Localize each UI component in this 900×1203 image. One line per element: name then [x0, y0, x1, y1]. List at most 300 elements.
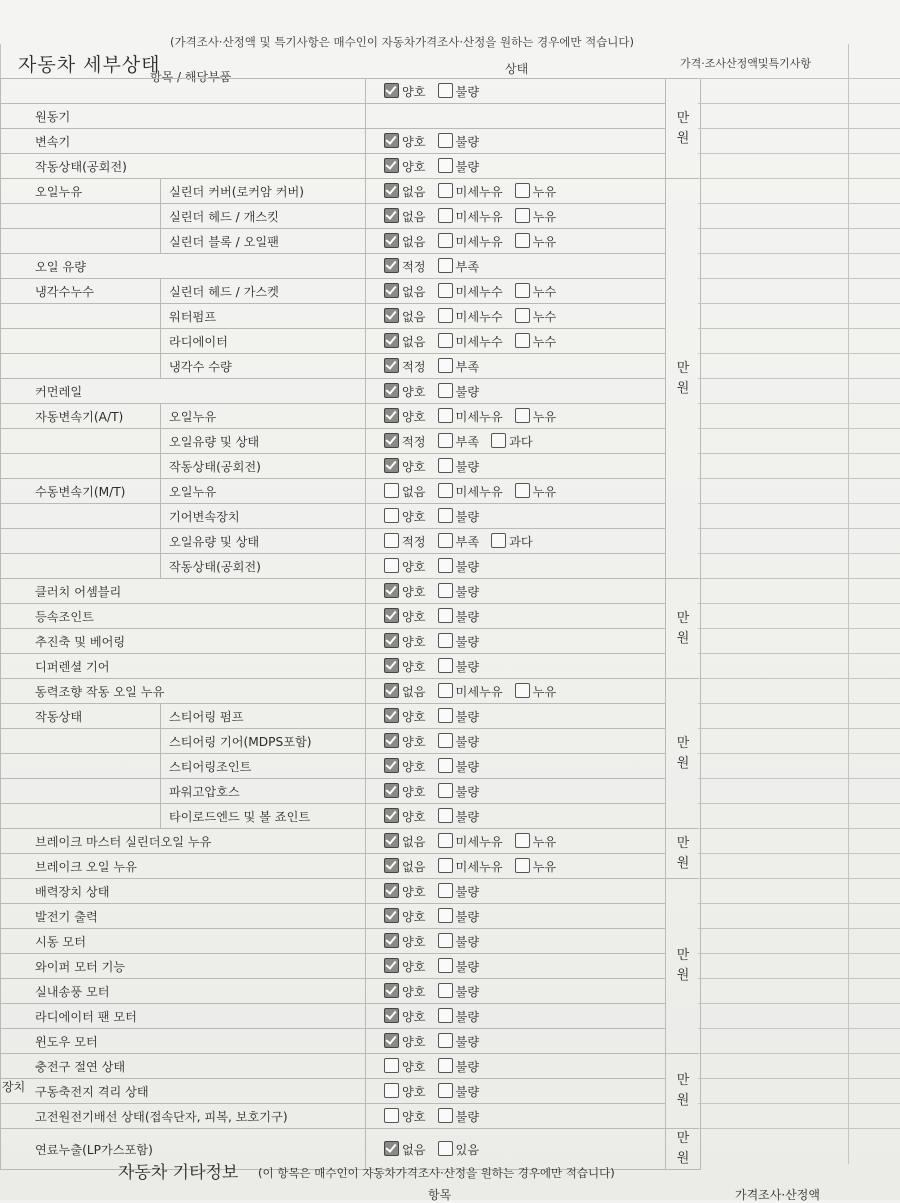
checkbox[interactable] [438, 333, 453, 348]
checkbox[interactable] [438, 783, 453, 798]
notes-line[interactable] [698, 128, 900, 129]
status-options [366, 954, 666, 979]
status-option[interactable] [438, 633, 480, 650]
checked-checkbox[interactable] [384, 358, 399, 373]
checkbox[interactable] [515, 833, 530, 848]
option-label: 양호 [402, 1084, 426, 1099]
status-option[interactable] [438, 883, 480, 900]
row-item-label: 실린더 커버(로커암 커버) [161, 179, 366, 204]
status-option[interactable] [438, 808, 480, 825]
checkbox[interactable] [438, 458, 453, 473]
checked-checkbox[interactable] [384, 733, 399, 748]
checkbox[interactable] [438, 83, 453, 98]
status-option[interactable] [384, 833, 426, 850]
checked-checkbox[interactable] [384, 1141, 399, 1156]
table-row [1, 754, 701, 779]
notes-line[interactable] [698, 203, 900, 204]
status-option[interactable] [438, 483, 503, 500]
status-option[interactable] [438, 583, 480, 600]
status-option[interactable] [384, 683, 426, 700]
status-option[interactable] [438, 608, 480, 625]
notes-line[interactable] [698, 1078, 900, 1079]
status-option[interactable] [384, 408, 426, 425]
option-label: 없음 [402, 334, 426, 349]
status-option[interactable] [438, 208, 503, 225]
checkbox[interactable] [515, 183, 530, 198]
notes-line[interactable] [698, 503, 900, 504]
status-option[interactable] [384, 808, 426, 825]
notes-line[interactable] [698, 728, 900, 729]
checked-checkbox[interactable] [384, 183, 399, 198]
status-option[interactable] [384, 433, 426, 450]
checkbox[interactable] [438, 158, 453, 173]
checked-checkbox[interactable] [384, 333, 399, 348]
status-option[interactable] [384, 1008, 426, 1025]
status-option[interactable] [438, 1008, 480, 1025]
checkbox[interactable] [438, 983, 453, 998]
row-group-label: 수동변속기(M/T) [1, 479, 161, 504]
notes-line[interactable] [698, 353, 900, 354]
option-label: 미세누유 [455, 834, 503, 849]
unit-char: 원 [676, 755, 690, 771]
table-row [1, 154, 701, 179]
footer-item-header: 항목 [428, 1188, 452, 1202]
checkbox[interactable] [438, 483, 453, 498]
checkbox[interactable] [438, 358, 453, 373]
checkbox[interactable] [438, 208, 453, 223]
checkbox[interactable] [438, 308, 453, 323]
row-group-label: 충전구 절연 상태 [1, 1054, 366, 1079]
status-option[interactable] [438, 683, 503, 700]
status-option[interactable] [438, 358, 480, 375]
checked-checkbox[interactable] [384, 1033, 399, 1048]
notes-line[interactable] [698, 778, 900, 779]
notes-line[interactable] [698, 1103, 900, 1104]
checkbox[interactable] [438, 683, 453, 698]
status-option[interactable] [384, 758, 426, 775]
option-label: 누수 [532, 334, 557, 349]
status-option[interactable] [438, 433, 480, 450]
status-option[interactable] [438, 658, 480, 675]
status-option[interactable] [515, 683, 557, 700]
status-option[interactable] [384, 933, 426, 950]
status-option[interactable] [438, 458, 480, 475]
unit-man-won [666, 1129, 701, 1170]
option-label: 양호 [402, 909, 426, 924]
checkbox[interactable] [438, 508, 453, 523]
notes-line[interactable] [698, 303, 900, 304]
checkbox[interactable] [438, 608, 453, 623]
checkbox[interactable] [515, 858, 530, 873]
status-option[interactable] [438, 733, 480, 750]
option-label: 불량 [455, 959, 480, 974]
status-option[interactable] [438, 783, 480, 800]
option-label: 부족 [455, 259, 480, 274]
checkbox[interactable] [384, 508, 399, 523]
checked-checkbox[interactable] [384, 883, 399, 898]
status-option[interactable] [384, 658, 426, 675]
row-group-label: 브레이크 마스터 실린더오일 누유 [1, 829, 366, 854]
notes-line[interactable] [698, 178, 900, 179]
status-option[interactable] [384, 308, 426, 325]
checked-checkbox[interactable] [384, 133, 399, 148]
status-options [366, 704, 666, 729]
checkbox[interactable] [438, 258, 453, 273]
option-label: 불량 [455, 1034, 480, 1049]
checkbox[interactable] [438, 283, 453, 298]
table-row [1, 404, 701, 429]
status-option[interactable] [384, 633, 426, 650]
checkbox[interactable] [438, 583, 453, 598]
option-label: 불량 [455, 1109, 480, 1124]
checked-checkbox[interactable] [384, 408, 399, 423]
checked-checkbox[interactable] [384, 158, 399, 173]
notes-line[interactable] [698, 1053, 900, 1054]
notes-line[interactable] [698, 853, 900, 854]
notes-line[interactable] [698, 803, 900, 804]
notes-line[interactable] [698, 528, 900, 529]
option-label: 양호 [402, 1009, 426, 1024]
notes-line[interactable] [698, 478, 900, 479]
notes-line[interactable] [698, 978, 900, 979]
notes-line[interactable] [698, 1003, 900, 1004]
unit-man-won [666, 579, 701, 679]
row-item-label: 오일유량 및 상태 [161, 429, 366, 454]
checkbox[interactable] [384, 558, 399, 573]
checked-checkbox[interactable] [384, 958, 399, 973]
status-option[interactable] [384, 1058, 426, 1075]
status-option[interactable] [515, 233, 557, 250]
checked-checkbox[interactable] [384, 833, 399, 848]
checkbox[interactable] [515, 208, 530, 223]
notes-line[interactable] [698, 153, 900, 154]
status-option[interactable] [438, 1058, 480, 1075]
status-option[interactable] [384, 83, 426, 100]
notes-line[interactable] [698, 703, 900, 704]
checked-checkbox[interactable] [384, 633, 399, 648]
status-option[interactable] [384, 883, 426, 900]
status-option[interactable] [438, 908, 480, 925]
checkbox[interactable] [438, 758, 453, 773]
notes-line[interactable] [698, 228, 900, 229]
status-option[interactable] [438, 558, 480, 575]
checkbox[interactable] [438, 133, 453, 148]
option-label: 미세누수 [455, 284, 503, 299]
option-label: 누유 [532, 484, 557, 499]
checked-checkbox[interactable] [384, 83, 399, 98]
status-option[interactable] [384, 858, 426, 875]
checkbox[interactable] [438, 908, 453, 923]
row-group-label [1, 504, 161, 529]
option-label: 누유 [532, 209, 557, 224]
checkbox[interactable] [438, 933, 453, 948]
checked-checkbox[interactable] [384, 583, 399, 598]
checkbox[interactable] [438, 1108, 453, 1123]
notes-line[interactable] [698, 428, 900, 429]
checked-checkbox[interactable] [384, 608, 399, 623]
checked-checkbox[interactable] [384, 808, 399, 823]
checked-checkbox[interactable] [384, 783, 399, 798]
row-group-label: 실내송풍 모터 [1, 979, 366, 1004]
table-row [1, 704, 701, 729]
status-option[interactable] [438, 333, 503, 350]
status-option[interactable] [438, 1108, 480, 1125]
checkbox[interactable] [438, 408, 453, 423]
checked-checkbox[interactable] [384, 658, 399, 673]
notes-line[interactable] [698, 453, 900, 454]
option-label: 불량 [455, 634, 480, 649]
table-row [1, 129, 701, 154]
status-options [366, 979, 666, 1004]
notes-line[interactable] [698, 553, 900, 554]
status-option[interactable] [384, 283, 426, 300]
row-group-label: 와이퍼 모터 기능 [1, 954, 366, 979]
checkbox[interactable] [438, 958, 453, 973]
notes-line[interactable] [698, 928, 900, 929]
checked-checkbox[interactable] [384, 683, 399, 698]
checked-checkbox[interactable] [384, 708, 399, 723]
status-option[interactable] [384, 583, 426, 600]
checked-checkbox[interactable] [384, 933, 399, 948]
notes-line[interactable] [698, 578, 900, 579]
status-option[interactable] [384, 533, 426, 550]
checked-checkbox[interactable] [384, 908, 399, 923]
checkbox[interactable] [438, 533, 453, 548]
checked-checkbox[interactable] [384, 258, 399, 273]
notes-line[interactable] [698, 828, 900, 829]
notes-line[interactable] [698, 328, 900, 329]
notes-line[interactable] [698, 653, 900, 654]
status-option[interactable] [438, 533, 480, 550]
checkbox[interactable] [438, 808, 453, 823]
table-row [1, 204, 701, 229]
status-option[interactable] [438, 308, 503, 325]
checkbox[interactable] [515, 283, 530, 298]
status-option[interactable] [438, 858, 503, 875]
checkbox[interactable] [438, 733, 453, 748]
row-group-label: 배력장치 상태 [1, 879, 366, 904]
checkbox[interactable] [438, 1083, 453, 1098]
status-option[interactable] [384, 908, 426, 925]
checkbox[interactable] [438, 633, 453, 648]
status-option[interactable] [515, 283, 557, 300]
checked-checkbox[interactable] [384, 308, 399, 323]
checkbox[interactable] [438, 183, 453, 198]
status-option[interactable] [438, 983, 480, 1000]
notes-line[interactable] [698, 1028, 900, 1029]
unit-char: 만 [676, 360, 690, 376]
checkbox[interactable] [515, 683, 530, 698]
checkbox[interactable] [438, 1141, 453, 1156]
status-option[interactable] [515, 183, 557, 200]
checkbox[interactable] [384, 1058, 399, 1073]
unit-char: 원 [676, 1151, 690, 1166]
checkbox[interactable] [515, 308, 530, 323]
option-label: 양호 [402, 84, 426, 99]
row-group-label [1, 779, 161, 804]
status-option[interactable] [384, 333, 426, 350]
checkbox[interactable] [515, 483, 530, 498]
notes-line[interactable] [698, 753, 900, 754]
status-option[interactable] [384, 458, 426, 475]
option-label: 불량 [455, 784, 480, 799]
option-label: 양호 [402, 409, 426, 424]
option-label: 있음 [455, 1142, 480, 1157]
status-option[interactable] [438, 708, 480, 725]
checkbox[interactable] [438, 558, 453, 573]
notes-line[interactable] [698, 878, 900, 879]
status-option[interactable] [515, 308, 557, 325]
unit-char: 만 [676, 110, 690, 126]
notes-line[interactable] [698, 103, 900, 104]
option-label: 불량 [455, 159, 480, 174]
notes-line[interactable] [698, 403, 900, 404]
status-option[interactable] [384, 158, 426, 175]
status-option[interactable] [384, 608, 426, 625]
status-option[interactable] [438, 408, 503, 425]
status-option[interactable] [438, 183, 503, 200]
status-option[interactable] [438, 758, 480, 775]
status-option[interactable] [384, 983, 426, 1000]
checked-checkbox[interactable] [384, 858, 399, 873]
status-option[interactable] [384, 1083, 426, 1100]
option-label: 불량 [455, 709, 480, 724]
notes-line[interactable] [698, 378, 900, 379]
checked-checkbox[interactable] [384, 758, 399, 773]
checked-checkbox[interactable] [384, 458, 399, 473]
status-option[interactable] [384, 233, 426, 250]
status-option[interactable] [384, 383, 426, 400]
status-option[interactable] [515, 858, 557, 875]
row-group-label [1, 454, 161, 479]
checked-checkbox[interactable] [384, 233, 399, 248]
option-label: 양호 [402, 984, 426, 999]
checkbox[interactable] [438, 833, 453, 848]
unit-char: 원 [676, 855, 690, 871]
checked-checkbox[interactable] [384, 433, 399, 448]
checkbox[interactable] [438, 233, 453, 248]
status-option[interactable] [438, 833, 503, 850]
status-option[interactable] [438, 283, 503, 300]
notes-line[interactable] [698, 253, 900, 254]
status-option[interactable] [491, 533, 533, 550]
checkbox[interactable] [384, 1083, 399, 1098]
checkbox[interactable] [438, 1058, 453, 1073]
status-option[interactable] [515, 333, 557, 350]
notes-line[interactable] [698, 78, 900, 79]
row-group-label [1, 79, 366, 104]
status-option[interactable] [384, 558, 426, 575]
notes-line[interactable] [698, 678, 900, 679]
option-label: 불량 [455, 759, 480, 774]
status-option[interactable] [384, 708, 426, 725]
checkbox[interactable] [491, 433, 506, 448]
checkbox[interactable] [438, 858, 453, 873]
status-option[interactable] [384, 1141, 426, 1158]
notes-line[interactable] [698, 903, 900, 904]
checkbox[interactable] [438, 383, 453, 398]
checkbox[interactable] [491, 533, 506, 548]
checked-checkbox[interactable] [384, 983, 399, 998]
status-option[interactable] [515, 408, 557, 425]
checked-checkbox[interactable] [384, 283, 399, 298]
status-option[interactable] [384, 783, 426, 800]
row-item-label: 기어변속장치 [161, 504, 366, 529]
checkbox[interactable] [438, 708, 453, 723]
checkbox[interactable] [438, 658, 453, 673]
status-option[interactable] [384, 208, 426, 225]
status-option[interactable] [438, 1083, 480, 1100]
notes-line[interactable] [698, 953, 900, 954]
status-option[interactable] [438, 233, 503, 250]
checked-checkbox[interactable] [384, 208, 399, 223]
checkbox[interactable] [515, 233, 530, 248]
status-option[interactable] [515, 483, 557, 500]
option-label: 없음 [402, 484, 426, 499]
checked-checkbox[interactable] [384, 383, 399, 398]
status-option[interactable] [438, 958, 480, 975]
checkbox[interactable] [384, 533, 399, 548]
status-option[interactable] [438, 383, 480, 400]
checkbox[interactable] [438, 1033, 453, 1048]
checked-checkbox[interactable] [384, 1008, 399, 1023]
status-option[interactable] [384, 183, 426, 200]
status-option[interactable] [515, 833, 557, 850]
row-item-label: 냉각수 수량 [161, 354, 366, 379]
row-group-label: 변속기 [1, 129, 366, 154]
notes-line[interactable] [698, 628, 900, 629]
status-option[interactable] [438, 158, 480, 175]
checkbox[interactable] [438, 1008, 453, 1023]
status-options [366, 654, 666, 679]
checkbox[interactable] [515, 408, 530, 423]
option-label: 양호 [402, 934, 426, 949]
status-option[interactable] [384, 358, 426, 375]
row-item-label: 실린더 헤드 / 개스킷 [161, 204, 366, 229]
status-option[interactable] [384, 1108, 426, 1125]
status-option[interactable] [491, 433, 533, 450]
status-options [366, 629, 666, 654]
status-option[interactable] [438, 933, 480, 950]
status-option[interactable] [438, 133, 480, 150]
status-option[interactable] [384, 133, 426, 150]
checkbox[interactable] [384, 1108, 399, 1123]
status-option[interactable] [438, 508, 480, 525]
notes-line[interactable] [698, 278, 900, 279]
status-option[interactable] [384, 1033, 426, 1050]
status-option[interactable] [384, 258, 426, 275]
checkbox[interactable] [438, 433, 453, 448]
row-group-label: 디퍼렌셜 기어 [1, 654, 366, 679]
notes-line[interactable] [698, 1128, 900, 1129]
status-option[interactable] [438, 258, 480, 275]
status-options [366, 829, 666, 854]
status-option[interactable] [384, 958, 426, 975]
status-option[interactable] [438, 83, 480, 100]
table-row [1, 804, 701, 829]
status-option[interactable] [384, 483, 426, 500]
status-option[interactable] [384, 733, 426, 750]
status-option[interactable] [438, 1033, 480, 1050]
status-option[interactable] [515, 208, 557, 225]
status-option[interactable] [384, 508, 426, 525]
table-row [1, 529, 701, 554]
checkbox[interactable] [515, 333, 530, 348]
status-option[interactable] [438, 1141, 480, 1158]
checkbox[interactable] [438, 883, 453, 898]
checkbox[interactable] [384, 483, 399, 498]
notes-line[interactable] [698, 603, 900, 604]
